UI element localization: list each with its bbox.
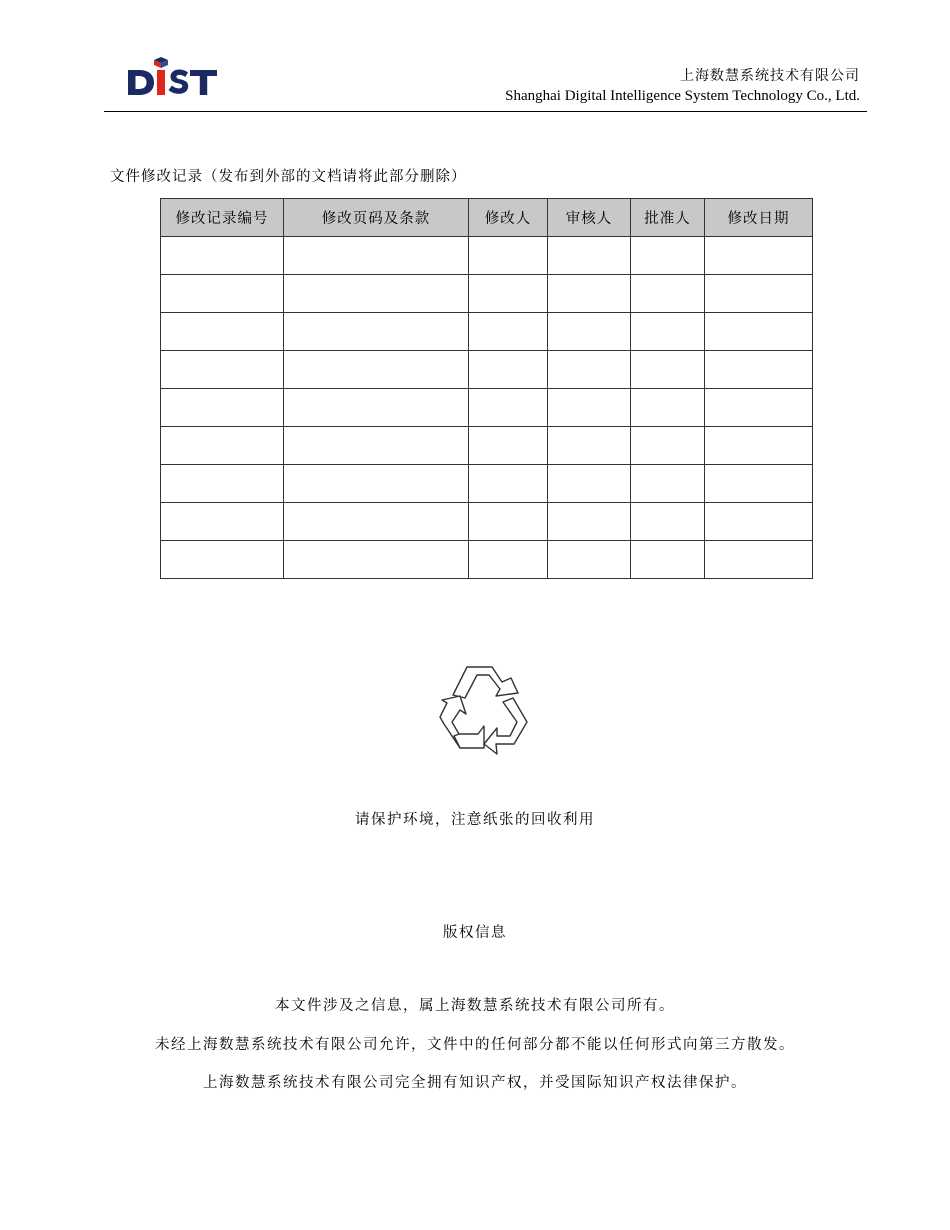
table-cell (284, 503, 469, 541)
copyright-line: 本文件涉及之信息，属上海数慧系统技术有限公司所有。 (275, 998, 675, 1014)
table-cell (469, 503, 548, 541)
copyright-line: 未经上海数慧系统技术有限公司允许，文件中的任何部分都不能以任何形式向第三方散发。 (155, 1037, 795, 1053)
table-cell (705, 427, 813, 465)
table-cell (705, 541, 813, 579)
table-row (161, 503, 813, 541)
table-cell (631, 313, 705, 351)
table-row (161, 351, 813, 389)
table-cell (548, 313, 631, 351)
copyright-line: 上海数慧系统技术有限公司完全拥有知识产权，并受国际知识产权法律保护。 (203, 1075, 747, 1091)
recycle-icon (434, 662, 538, 760)
table-cell (631, 237, 705, 275)
company-name-cn: 上海数慧系统技术有限公司 (680, 68, 860, 84)
company-logo (126, 56, 222, 98)
table-cell (284, 541, 469, 579)
table-cell (548, 427, 631, 465)
copyright-title: 版权信息 (443, 925, 507, 941)
table-cell (161, 427, 284, 465)
table-cell (548, 503, 631, 541)
table-cell (161, 275, 284, 313)
table-cell (705, 237, 813, 275)
table-cell (705, 351, 813, 389)
table-cell (161, 503, 284, 541)
table-cell (469, 465, 548, 503)
table-cell (469, 351, 548, 389)
table-cell (284, 275, 469, 313)
table-row (161, 465, 813, 503)
table-cell (469, 275, 548, 313)
table-cell (469, 313, 548, 351)
table-cell (161, 389, 284, 427)
table-cell (631, 427, 705, 465)
table-cell (284, 465, 469, 503)
column-header: 修改记录编号 (161, 199, 284, 237)
table-cell (548, 351, 631, 389)
column-header: 批准人 (631, 199, 705, 237)
table-row (161, 275, 813, 313)
table-cell (284, 351, 469, 389)
table-row (161, 313, 813, 351)
dist-logo-graphic (126, 56, 222, 98)
table-cell (161, 237, 284, 275)
table-cell (284, 237, 469, 275)
table-cell (548, 465, 631, 503)
table-row (161, 389, 813, 427)
table-cell (469, 541, 548, 579)
table-cell (161, 541, 284, 579)
table-cell (161, 313, 284, 351)
company-name-en: Shanghai Digital Intelligence System Technology Co., Ltd. (505, 88, 860, 104)
table-cell (469, 237, 548, 275)
table-cell (631, 465, 705, 503)
table-cell (631, 541, 705, 579)
table-cell (705, 503, 813, 541)
revision-log-table (160, 198, 813, 579)
revision-log-title: 文件修改记录（发布到外部的文档请将此部分删除） (110, 169, 467, 185)
column-header: 审核人 (548, 199, 631, 237)
table-cell (469, 389, 548, 427)
table-row (161, 427, 813, 465)
table-cell (548, 237, 631, 275)
environment-note: 请保护环境，注意纸张的回收利用 (355, 812, 595, 828)
table-row (161, 541, 813, 579)
column-header: 修改页码及条款 (284, 199, 469, 237)
company-header (505, 67, 860, 106)
table-cell (548, 541, 631, 579)
table-cell (548, 275, 631, 313)
column-header: 修改人 (469, 199, 548, 237)
table-cell (631, 351, 705, 389)
table-cell (705, 275, 813, 313)
table-cell (631, 275, 705, 313)
table-row (161, 237, 813, 275)
table-cell (705, 389, 813, 427)
table-cell (631, 389, 705, 427)
table-cell (284, 313, 469, 351)
table-cell (705, 313, 813, 351)
table-cell (284, 389, 469, 427)
column-header: 修改日期 (705, 199, 813, 237)
table-cell (705, 465, 813, 503)
table-cell (284, 427, 469, 465)
dist-logo-text (128, 57, 217, 95)
revision-rows (161, 237, 813, 579)
table-cell (548, 389, 631, 427)
table-cell (631, 503, 705, 541)
header-divider (104, 111, 867, 112)
table-cell (161, 351, 284, 389)
table-header-row (161, 199, 813, 237)
table-cell (161, 465, 284, 503)
table-cell (469, 427, 548, 465)
